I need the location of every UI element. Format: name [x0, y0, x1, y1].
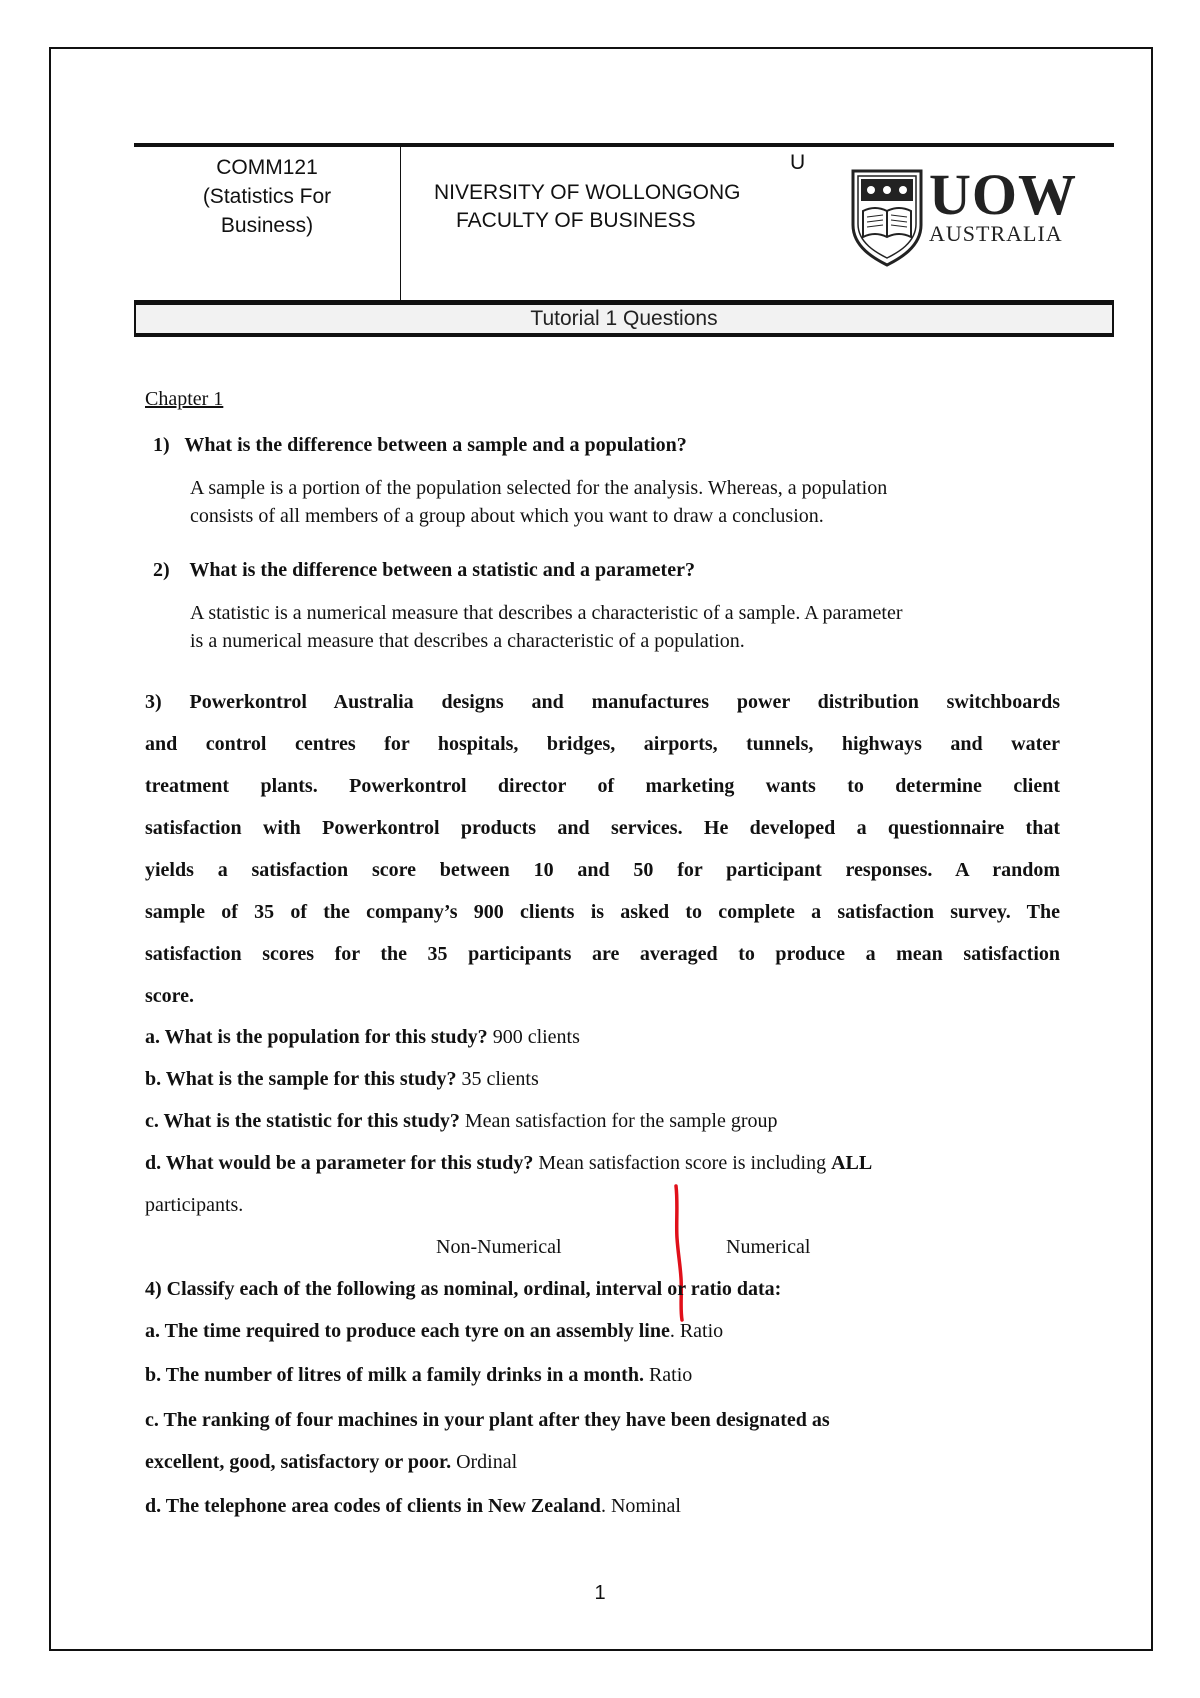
tutorial-title-bar: Tutorial 1 Questions — [134, 303, 1114, 337]
red-divider-stroke — [670, 1183, 690, 1323]
question-4a-answer: . Ratio — [669, 1320, 724, 1342]
header-top-rule — [134, 143, 1114, 147]
question-1-number: 1) — [153, 434, 170, 456]
question-4c-answer: Ordinal — [451, 1451, 518, 1473]
question-3d-answer-line-2: participants. — [145, 1194, 244, 1216]
uow-logo — [849, 162, 1099, 267]
question-3c — [145, 1110, 1060, 1133]
document-header — [134, 143, 1114, 303]
question-3-line: yields a satisfaction score between 10 and 50 for participant responses. A random — [145, 859, 1060, 881]
question-4d — [145, 1495, 1060, 1518]
faculty-name: FACULTY OF BUSINESS — [456, 209, 696, 232]
course-name-line-1: (Statistics For — [202, 185, 332, 208]
question-2-text: What is the difference between a statistic and a parameter? — [189, 559, 695, 581]
question-3-line: satisfaction with Powerkontrol products and services. He developed a questionnaire that — [145, 817, 1060, 839]
question-1 — [153, 434, 1068, 457]
question-1-text: What is the difference between a sample and a population? — [184, 434, 687, 456]
question-3a-answer: 900 clients — [487, 1026, 580, 1048]
question-4b — [145, 1364, 1060, 1387]
answer-2-line-2: is a numerical measure that describes a characteristic of a population. — [190, 630, 745, 652]
course-name-line-2: Business) — [220, 214, 314, 237]
question-3b-text: b. What is the sample for this study? — [145, 1068, 457, 1090]
chapter-heading: Chapter 1 — [145, 388, 224, 410]
question-3d-text: d. What would be a parameter for this study? — [145, 1152, 534, 1174]
course-info — [134, 153, 400, 240]
question-4c-text: excellent, good, satisfactory or poor. — [145, 1451, 452, 1473]
question-4d-answer: . Nominal — [600, 1495, 681, 1517]
question-3a-text: a. What is the population for this study? — [145, 1026, 488, 1048]
question-3d — [145, 1152, 1060, 1175]
page-number: 1 — [594, 1582, 606, 1604]
question-3b — [145, 1068, 1060, 1091]
question-4b-text: b. The number of litres of milk a family drinks in a month. — [145, 1364, 644, 1386]
question-3d-answer-emphasis: ALL — [831, 1152, 873, 1174]
university-initial: U — [790, 151, 806, 174]
question-3b-answer: 35 clients — [456, 1068, 539, 1090]
question-4a-text: a. The time required to produce each tyre on an assembly line — [145, 1320, 670, 1342]
question-2 — [153, 559, 1068, 582]
question-3c-answer: Mean satisfaction for the sample group — [459, 1110, 778, 1132]
logo-sub: AUSTRALIA — [929, 221, 1063, 246]
question-4c-line-1: c. The ranking of four machines in your plant after they have been designated as — [145, 1409, 830, 1431]
answer-2-line-1: A statistic is a numerical measure that describes a characteristic of a sample. A parameter — [190, 602, 903, 624]
question-4b-answer: Ratio — [643, 1364, 693, 1386]
question-4d-text: d. The telephone area codes of clients in New Zealand — [145, 1495, 601, 1517]
question-2-number: 2) — [153, 559, 170, 581]
question-3-line: 3) Powerkontrol Australia designs and manufactures power distribution switchboards — [145, 691, 1060, 713]
header-divider — [400, 147, 401, 300]
answer-1-line-1: A sample is a portion of the population selected for the analysis. Whereas, a population — [190, 477, 888, 499]
question-4c-line-2 — [145, 1451, 1060, 1474]
question-3-line: satisfaction scores for the 35 participants are averaged to produce a mean satisfaction — [145, 943, 1060, 965]
question-3-line: and control centres for hospitals, bridges, airports, tunnels, highways and water — [145, 733, 1060, 755]
question-3-line: sample of 35 of the company’s 900 clients is asked to complete a satisfaction survey. The — [145, 901, 1060, 923]
annotation-non-numerical: Non-Numerical — [436, 1236, 562, 1258]
course-code: COMM121 — [216, 156, 318, 179]
question-4a — [145, 1320, 1060, 1343]
question-3c-text: c. What is the statistic for this study? — [145, 1110, 460, 1132]
question-3-last-line: score. — [145, 985, 195, 1007]
annotation-numerical: Numerical — [726, 1236, 811, 1258]
question-3d-answer: Mean satisfaction score is including — [533, 1152, 832, 1174]
crest-icon — [849, 167, 925, 267]
logo-wordmark — [929, 162, 1077, 247]
question-4: 4) Classify each of the following as nominal, ordinal, interval or ratio data: — [145, 1278, 782, 1300]
question-3-line: treatment plants. Powerkontrol director of marketing wants to determine client — [145, 775, 1060, 797]
question-3a — [145, 1026, 1060, 1049]
answer-1-line-2: consists of all members of a group about which you want to draw a conclusion. — [190, 505, 824, 527]
university-name: NIVERSITY OF WOLLONGONG — [434, 181, 741, 204]
logo-main: UOW — [929, 162, 1077, 227]
